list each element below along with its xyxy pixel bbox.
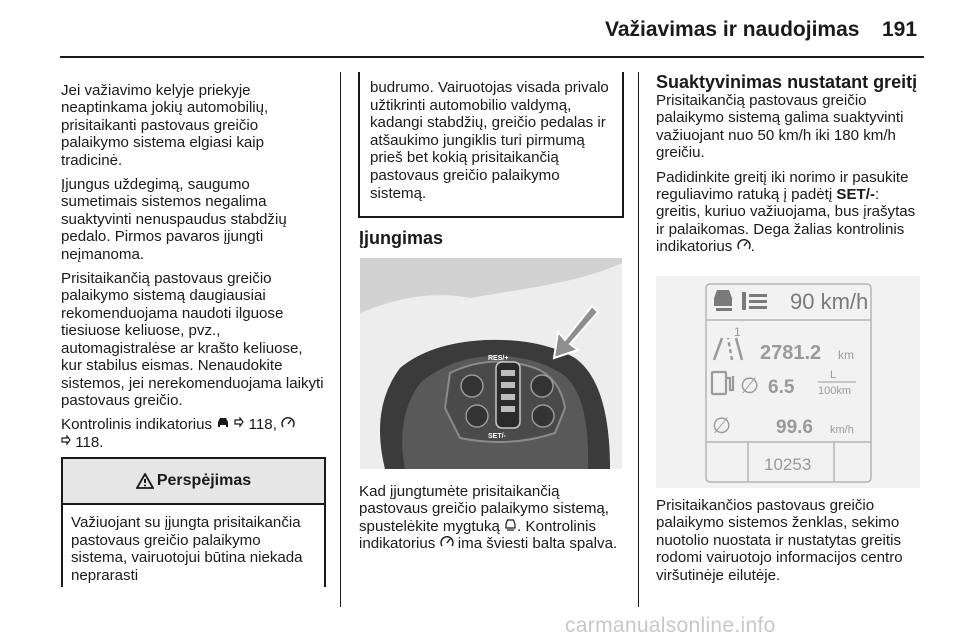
paragraph: Prisitaikančią pastovaus greičio palaikymo sistemą galima suaktyvinti važiuojant nuo 50 km/h iki 180 km/h greičiu.	[656, 92, 904, 162]
paragraph	[656, 169, 926, 256]
warning-box-continued	[358, 72, 624, 218]
res-label: RES/+	[488, 355, 509, 362]
paragraph-text: .	[750, 238, 755, 256]
follow-distance-icon	[742, 292, 767, 310]
trip-distance-unit: km	[838, 348, 854, 362]
trip-distance: 2781.2	[760, 342, 822, 364]
paragraph: Įjungus uždegimą, saugumo sumetimais sistemos negalima suaktyvinti nenuspaudus stabdžių pedalo. Pirmos pavaros įjungti neįmanoma.	[61, 176, 287, 263]
page-reference[interactable]: 118.	[75, 433, 104, 451]
warning-box	[61, 457, 326, 587]
car-ahead-icon	[216, 417, 230, 429]
average-symbol: ∅	[712, 413, 732, 438]
column-1	[61, 82, 326, 458]
column-divider	[340, 72, 341, 607]
set-control-label: SET/-	[836, 186, 875, 204]
watermark: carmanualsonline.info	[565, 614, 776, 637]
set-speed-readout: 90 km/h	[790, 289, 869, 314]
consumption-unit-top: L	[830, 369, 837, 381]
section-heading: Įjungimas	[359, 228, 444, 248]
paragraph-text: Padidinkite greitį iki norimo ir pasukite reguliavimo ratuką į padėtį	[656, 168, 909, 204]
fuel-consumption: 6.5	[768, 377, 795, 398]
adaptive-cruise-button-icon	[504, 519, 517, 531]
cruise-control-icon	[737, 239, 751, 251]
average-speed: 99.6	[776, 417, 813, 438]
warning-text: Važiuojant su įjungta prisitaikančia pastovaus greičio palaikymo sistema, vairuotojui būtina niekada neprarasti	[71, 514, 303, 584]
cruise-control-icon	[281, 417, 295, 429]
page-reference-arrow-icon	[61, 435, 71, 447]
warning-text-continued: budrumo. Vairuotojas visada privalo užtikrinti automobilio valdymą, kadangi stabdžių, greičio pedalas ir atšaukimo jungiklis turi pirmumą prieš bet kokią prisitaikančią pastovaus greičio palaikymo sistemą.	[370, 79, 609, 202]
consumption-unit-bottom: 100km	[818, 385, 852, 397]
page-reference[interactable]: 118,	[248, 416, 277, 434]
paragraph: Jei važiavimo kelyje priekyje neaptinkama jokių automobilių, prisitaikanti pastovaus greičio palaikymo sistema elgiasi kaip tradicinė.	[61, 82, 269, 169]
warning-triangle-icon	[136, 473, 154, 489]
average-speed-unit: km/h	[830, 424, 854, 436]
paragraph	[359, 483, 624, 553]
column-3	[656, 72, 926, 263]
warning-header	[63, 459, 324, 505]
section-heading: Suaktyvinimas nustatant greitį	[656, 72, 918, 92]
page-number: 191	[882, 18, 918, 41]
paragraph-indicator-ref	[61, 416, 326, 451]
paragraph: Prisitaikančios pastovaus greičio palaikymo sistemos ženklas, sekimo nuotolio nuostata ir nustatytas greitis rodomi vairuotojo informacijos centro viršutinėje eilutėje.	[656, 497, 903, 584]
warning-title: Perspėjimas	[156, 472, 252, 489]
cruise-control-icon	[440, 536, 454, 548]
paragraph-text: Kontrolinis indikatorius	[61, 416, 213, 434]
header-divider	[60, 56, 924, 58]
paragraph: Prisitaikančią pastovaus greičio palaikymo sistemą daugiausiai rekomenduojama naudoti ilguose tiesiuose keliuose, pvz., automagistralėse ar krašto keliuose, kur stabilus eismas. Nenaudokite sistemos, jei nerekomenduojama laikyti pastovaus greičio.	[61, 270, 324, 409]
odometer: 10253	[764, 455, 812, 474]
set-label: SET/-	[488, 433, 506, 440]
average-symbol: ∅	[740, 373, 760, 398]
driver-info-display-illustration	[656, 276, 920, 488]
paragraph-text: ima šviesti balta spalva.	[457, 535, 618, 553]
paragraph-text: Kad įjungtumėte prisitaikančią pastovaus greičio palaikymo sistemą, spustelėkite mygtuką	[359, 483, 609, 535]
paragraph-text: : greitis, kuriuo važiuojama, bus įrašytas ir palaikomas. Dega žalias kontrolinis indikatorius	[656, 186, 916, 256]
column-divider	[638, 72, 639, 607]
steering-wheel-illustration	[360, 258, 622, 469]
paragraph-text: . Kontrolinis indikatorius	[359, 517, 597, 553]
trip-index: 1	[734, 325, 741, 339]
page-reference-arrow-icon	[234, 417, 244, 429]
page-header-title: Važiavimas ir naudojimas	[605, 18, 860, 41]
